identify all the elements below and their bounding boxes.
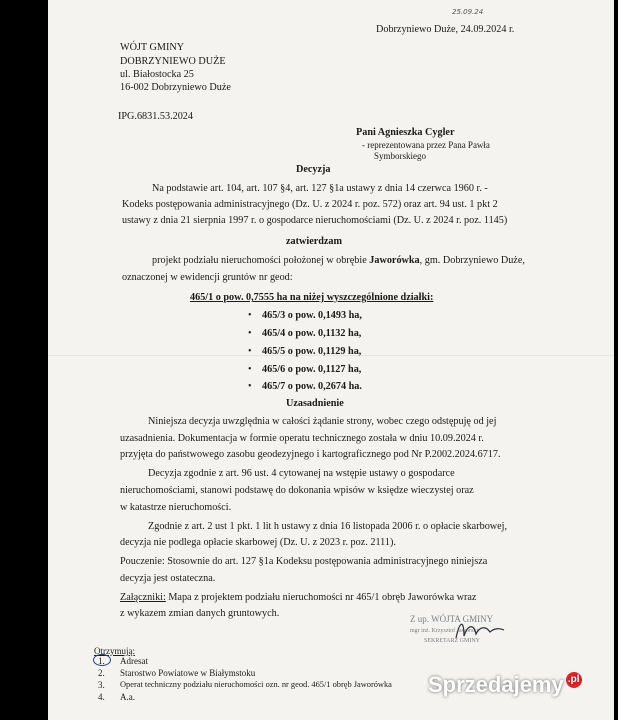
recipient-num: 2. bbox=[98, 668, 105, 678]
recipient-line3: Symborskiego bbox=[374, 151, 427, 161]
basis-line3: ustawy z dnia 21 sierpnia 1997 r. o gospodarce nieruchomościami (Dz. U. z 2024 r. poz. 1145) bbox=[122, 215, 508, 226]
parcel-heading: 465/1 o pow. 0,7555 ha na niżej wyszczególnione działki: bbox=[190, 292, 434, 303]
parcel-item: 465/7 o pow. 0,2674 ha. bbox=[262, 381, 362, 392]
recipient-item: Operat techniczny podziału nieruchomości ozn. nr geod. 465/1 obręb Jaworówka bbox=[120, 680, 392, 689]
decision-title: Decyzja bbox=[296, 164, 331, 175]
recipient-name: Pani Agnieszka Cygler bbox=[356, 127, 455, 138]
watermark-logo bbox=[428, 672, 582, 698]
justification-p1-l3: przyjęta do państwowego zasobu geodezyjnego i kartograficznego pod Nr P.2002.2024.6717. bbox=[120, 449, 501, 460]
signature-icon bbox=[450, 616, 510, 644]
recipient-num: 1. bbox=[98, 656, 105, 666]
justification-title: Uzasadnienie bbox=[286, 398, 344, 409]
sender-line3: ul. Białostocka 25 bbox=[120, 69, 194, 80]
sender-line4: 16-002 Dobrzyniewo Duże bbox=[120, 82, 231, 93]
project-text-end: , gm. Dobrzyniewo Duże, bbox=[419, 255, 525, 266]
justification-p2-l1: Decyzja zgodnie z art. 96 ust. 4 cytowanej na wstępie ustawy o gospodarce bbox=[148, 468, 455, 479]
instruction-l2: decyzja jest ostateczna. bbox=[120, 573, 216, 584]
attachments-l1 bbox=[120, 592, 476, 603]
project-text: projekt podziału nieruchomości położonej w obrębie bbox=[152, 255, 370, 266]
recipient-line2: - reprezentowana przez Pana Pawła bbox=[362, 140, 490, 150]
bullet-icon: • bbox=[248, 328, 252, 339]
parcel-item: 465/5 o pow. 0,1129 ha, bbox=[262, 346, 362, 357]
handwritten-note: 25.09.24 bbox=[452, 8, 484, 16]
bullet-icon: • bbox=[248, 381, 252, 392]
sender-line1: WÓJT GMINY bbox=[120, 42, 185, 53]
parcel-item: 465/6 o pow. 0,1127 ha, bbox=[262, 364, 362, 375]
project-line1 bbox=[152, 255, 525, 266]
instruction-l1: Pouczenie: Stosownie do art. 127 §1a Kodeksu postępowania administracyjnego niniejsza bbox=[120, 556, 488, 567]
justification-p3-l2: decyzja nie podlega opłacie skarbowej (Dz. U. z 2023 r. poz. 2111). bbox=[120, 537, 396, 548]
justification-p3-l1: Zgodnie z art. 2 ust 1 pkt. 1 lit h ustawy z dnia 16 listopada 2006 r. o opłacie skarbowej, bbox=[148, 521, 508, 532]
stamp-line3: SEKRETARZ GMINY bbox=[424, 638, 481, 644]
project-locality: Jaworówka bbox=[369, 255, 420, 266]
parcel-item: 465/4 o pow. 0,1132 ha, bbox=[262, 328, 362, 339]
approve-heading: zatwierdzam bbox=[286, 236, 343, 247]
recipient-item: A.a. bbox=[120, 692, 135, 702]
justification-p2-l3: w katastrze nieruchomości. bbox=[120, 502, 232, 513]
justification-p2-l2: nieruchomościami, stanowi podstawę do dokonania wpisów w księdze wieczystej oraz bbox=[120, 485, 474, 496]
recipient-num: 3. bbox=[98, 680, 105, 690]
attachments-text: Mapa z projektem podziału nieruchomości nr 465/1 obręb Jaworówka wraz bbox=[165, 592, 477, 603]
justification-p1-l2: uzasadnienia. Dokumentacja w formie operatu technicznego została w dniu 10.09.2024 r. bbox=[120, 433, 484, 444]
attachments-label: Załączniki: bbox=[120, 592, 166, 603]
watermark-text: Sprzedajemy bbox=[428, 672, 564, 697]
basis-line1: Na podstawie art. 104, art. 107 §4, art. 127 §1a ustawy z dnia 14 czerwca 1960 r. - bbox=[152, 183, 488, 194]
recipient-item: Adresat bbox=[120, 656, 148, 666]
reference-number: IPG.6831.53.2024 bbox=[118, 111, 193, 122]
bullet-icon: • bbox=[248, 346, 252, 357]
place-date: Dobrzyniewo Duże, 24.09.2024 r. bbox=[376, 24, 515, 35]
stamp-line2: mgr inż. Krzysztof Jaworski bbox=[410, 628, 478, 634]
project-line2: oznaczonej w ewidencji gruntów nr geod: bbox=[122, 272, 293, 283]
bullet-icon: • bbox=[248, 310, 252, 321]
recipients-label: Otrzymują: bbox=[94, 646, 135, 656]
stamp-line1: Z up. WÓJTA GMINY bbox=[410, 614, 494, 624]
parcel-item: 465/3 o pow. 0,1493 ha, bbox=[262, 310, 362, 321]
sender-line2: DOBRZYNIEWO DUŻE bbox=[120, 56, 226, 67]
attachments-l2: z wykazem zmian danych gruntowych. bbox=[120, 608, 280, 619]
bullet-icon: • bbox=[248, 364, 252, 375]
recipient-num: 4. bbox=[98, 692, 105, 702]
basis-line2: Kodeks postępowania administracyjnego (Dz. U. z 2024 r. poz. 572) oraz art. 94 ust. 1 pkt 2 bbox=[122, 199, 498, 210]
justification-p1-l1: Niniejsza decyzja uwzględnia w całości żądanie strony, wobec czego odstępuję od jej bbox=[148, 416, 497, 427]
document-page bbox=[48, 0, 614, 720]
watermark-suffix: .pl bbox=[566, 672, 582, 688]
recipient-item: Starostwo Powiatowe w Białymstoku bbox=[120, 668, 256, 678]
